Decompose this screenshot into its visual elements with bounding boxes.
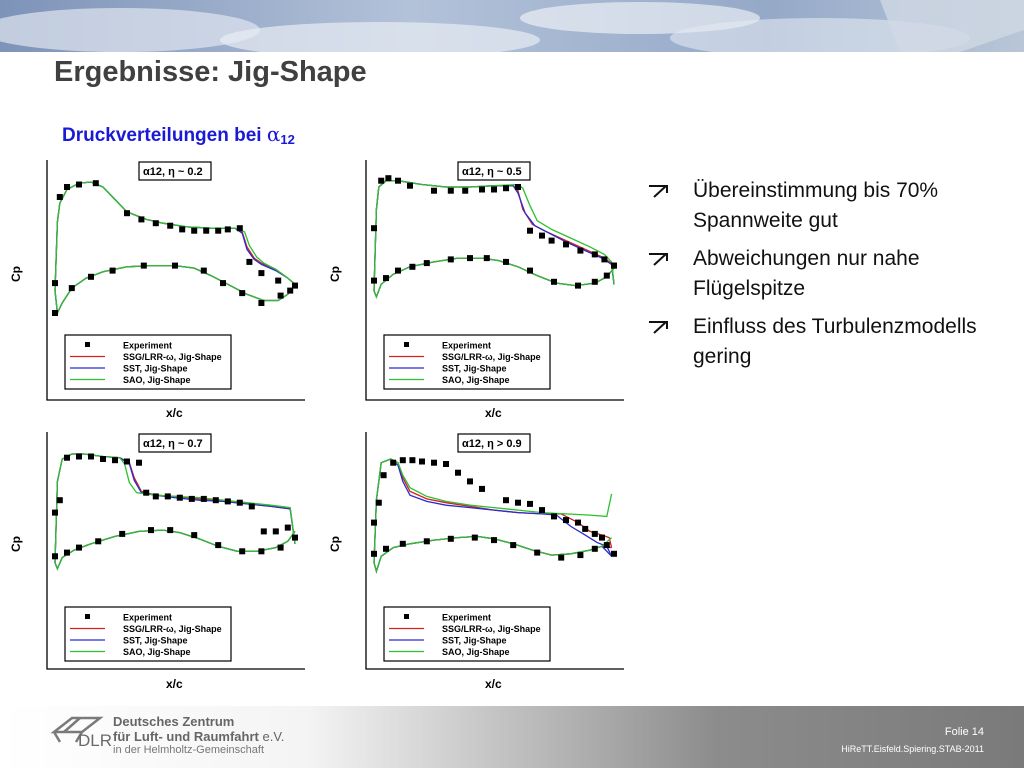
experiment-marker: [141, 263, 147, 269]
org-name-line3: in der Helmholtz-Gemeinschaft: [113, 744, 265, 756]
experiment-marker: [88, 454, 94, 460]
cp-chart: [328, 432, 624, 691]
experiment-marker: [472, 535, 478, 541]
subtitle-subscript: 12: [280, 132, 295, 147]
bullet-item: [648, 244, 1008, 304]
experiment-marker: [395, 178, 401, 184]
experiment-marker: [215, 228, 221, 234]
experiment-marker: [64, 184, 70, 190]
experiment-marker: [539, 233, 545, 239]
experiment-marker: [371, 278, 377, 284]
experiment-marker: [249, 503, 255, 509]
experiment-marker: [124, 459, 130, 465]
cp-chart: [9, 432, 305, 691]
experiment-marker: [575, 283, 581, 289]
experiment-marker: [93, 180, 99, 186]
experiment-marker: [409, 264, 415, 270]
slide-title: Ergebnisse: Jig-Shape: [54, 56, 367, 88]
bullet-text: Übereinstimmung bis 70% Spannweite gut: [693, 179, 939, 232]
experiment-marker: [371, 225, 377, 231]
experiment-marker: [52, 280, 58, 286]
experiment-marker: [515, 184, 521, 190]
experiment-marker: [148, 527, 154, 533]
experiment-marker: [558, 555, 564, 561]
experiment-marker: [239, 290, 245, 296]
cp-chart: [9, 160, 305, 420]
experiment-marker: [503, 259, 509, 265]
legend-label: Experiment: [442, 340, 492, 351]
experiment-marker: [57, 194, 63, 200]
experiment-marker: [592, 251, 598, 257]
legend-marker: [404, 614, 409, 619]
experiment-marker: [112, 457, 118, 463]
org-name-line1: Deutsches Zentrum: [113, 714, 235, 729]
legend-label: SAO, Jig-Shape: [123, 647, 191, 657]
experiment-marker: [165, 493, 171, 499]
series-line: [55, 454, 295, 563]
series-line: [55, 454, 295, 563]
bullet-item: [648, 312, 1008, 372]
x-axis-label: x/c: [485, 677, 502, 691]
experiment-marker: [246, 259, 252, 265]
experiment-marker: [95, 538, 101, 544]
legend-label: SSG/LRR-ω, Jig-Shape: [442, 624, 541, 634]
experiment-marker: [549, 238, 555, 244]
experiment-marker: [258, 300, 264, 306]
legend-label: SST, Jig-Shape: [123, 635, 188, 646]
experiment-marker: [225, 226, 231, 232]
experiment-marker: [153, 493, 159, 499]
experiment-marker: [467, 478, 473, 484]
experiment-marker: [479, 187, 485, 193]
experiment-marker: [443, 461, 449, 467]
experiment-marker: [371, 520, 377, 526]
experiment-marker: [261, 528, 267, 534]
experiment-marker: [143, 490, 149, 496]
experiment-marker: [167, 527, 173, 533]
legend-marker: [85, 614, 90, 619]
experiment-marker: [551, 279, 557, 285]
subtitle-text: Druckverteilungen bei: [62, 125, 267, 146]
org-name-line2-bold: für Luft- und Raumfahrt: [113, 729, 259, 744]
experiment-marker: [179, 226, 185, 232]
experiment-marker: [539, 507, 545, 513]
experiment-marker: [191, 228, 197, 234]
y-axis-label: Cp: [9, 266, 23, 282]
experiment-marker: [467, 255, 473, 261]
org-name-line2: [113, 729, 284, 744]
experiment-marker: [577, 248, 583, 254]
experiment-marker: [258, 548, 264, 554]
experiment-marker: [611, 263, 617, 269]
experiment-marker: [52, 510, 58, 516]
experiment-marker: [551, 513, 557, 519]
bullet-text: Abweichungen nur nahe Flügelspitze: [693, 247, 920, 300]
experiment-marker: [419, 459, 425, 465]
experiment-marker: [64, 550, 70, 556]
experiment-marker: [167, 223, 173, 229]
experiment-marker: [503, 497, 509, 503]
legend-marker: [404, 342, 409, 347]
x-axis-label: x/c: [166, 677, 183, 691]
experiment-marker: [376, 500, 382, 506]
legend-label: SAO, Jig-Shape: [442, 647, 510, 657]
y-axis-label: Cp: [328, 536, 342, 552]
experiment-marker: [172, 263, 178, 269]
experiment-marker: [225, 498, 231, 504]
experiment-marker: [604, 542, 610, 548]
series-line: [55, 454, 295, 563]
experiment-marker: [201, 496, 207, 502]
legend-label: SST, Jig-Shape: [123, 363, 188, 374]
experiment-marker: [119, 531, 125, 537]
experiment-marker: [448, 536, 454, 542]
experiment-marker: [582, 526, 588, 532]
experiment-marker: [383, 546, 389, 552]
experiment-marker: [275, 278, 281, 284]
experiment-marker: [110, 268, 116, 274]
experiment-marker: [203, 228, 209, 234]
experiment-marker: [503, 185, 509, 191]
footer-bar: [0, 706, 1024, 768]
bullet-text: Einfluss des Turbulenzmodells gering: [693, 315, 977, 368]
experiment-marker: [381, 472, 387, 478]
legend-label: SST, Jig-Shape: [442, 363, 507, 374]
experiment-marker: [604, 273, 610, 279]
legend-label: SAO, Jig-Shape: [442, 375, 510, 385]
experiment-marker: [278, 293, 284, 299]
experiment-marker: [100, 456, 106, 462]
experiment-marker: [601, 256, 607, 262]
cp-chart: [328, 160, 624, 420]
experiment-marker: [527, 228, 533, 234]
bullet-item: [648, 176, 1008, 236]
experiment-marker: [515, 500, 521, 506]
experiment-marker: [52, 553, 58, 559]
experiment-marker: [69, 285, 75, 291]
experiment-marker: [577, 552, 583, 558]
experiment-marker: [239, 548, 245, 554]
experiment-marker: [462, 188, 468, 194]
experiment-marker: [424, 538, 430, 544]
experiment-marker: [278, 545, 284, 551]
experiment-marker: [390, 460, 396, 466]
experiment-marker: [258, 270, 264, 276]
arrow-bullet-icon: [648, 319, 674, 335]
experiment-marker: [527, 501, 533, 507]
experiment-marker: [491, 187, 497, 193]
experiment-marker: [201, 268, 207, 274]
slide-reference: HiReTT.Eisfeld.Spiering.STAB-2011: [841, 744, 984, 754]
experiment-marker: [64, 455, 70, 461]
experiment-marker: [409, 457, 415, 463]
experiment-marker: [76, 182, 82, 188]
experiment-marker: [383, 275, 389, 281]
org-name-line2-ev: e.V.: [258, 729, 285, 744]
experiment-marker: [424, 260, 430, 266]
experiment-marker: [599, 535, 605, 541]
legend-label: SST, Jig-Shape: [442, 635, 507, 646]
legend-label: Experiment: [123, 340, 173, 351]
legend-label: SSG/LRR-ω, Jig-Shape: [123, 352, 222, 362]
annotation-label: α12, η ~ 0.2: [143, 166, 203, 178]
experiment-marker: [273, 528, 279, 534]
experiment-marker: [400, 541, 406, 547]
slide-number: Folie 14: [944, 726, 984, 738]
experiment-marker: [292, 283, 298, 289]
experiment-marker: [592, 279, 598, 285]
legend-label: Experiment: [123, 612, 173, 623]
experiment-marker: [527, 268, 533, 274]
experiment-marker: [88, 274, 94, 280]
experiment-marker: [592, 546, 598, 552]
experiment-marker: [292, 535, 298, 541]
experiment-marker: [484, 255, 490, 261]
experiment-marker: [220, 280, 226, 286]
legend-marker: [85, 342, 90, 347]
series-line: [374, 459, 612, 563]
experiment-marker: [285, 525, 291, 531]
annotation-label: α12, η > 0.9: [462, 438, 522, 450]
arrow-bullet-icon: [648, 251, 674, 267]
experiment-marker: [395, 268, 401, 274]
y-axis-label: Cp: [9, 536, 23, 552]
experiment-marker: [407, 183, 413, 189]
experiment-marker: [237, 500, 243, 506]
experiment-marker: [455, 470, 461, 476]
x-axis-label: x/c: [485, 406, 502, 420]
experiment-marker: [510, 542, 516, 548]
bullet-list: [648, 176, 1008, 380]
experiment-marker: [138, 216, 144, 222]
experiment-marker: [136, 460, 142, 466]
experiment-marker: [189, 496, 195, 502]
experiment-marker: [177, 495, 183, 501]
experiment-marker: [191, 532, 197, 538]
experiment-marker: [534, 550, 540, 556]
experiment-marker: [611, 551, 617, 557]
experiment-marker: [124, 210, 130, 216]
experiment-marker: [592, 531, 598, 537]
subtitle-alpha-symbol: α: [266, 122, 281, 146]
experiment-marker: [563, 517, 569, 523]
experiment-marker: [400, 457, 406, 463]
series-line: [374, 181, 614, 291]
series-line: [374, 181, 614, 291]
experiment-marker: [378, 178, 384, 184]
y-axis-label: Cp: [328, 266, 342, 282]
experiment-marker: [385, 175, 391, 181]
annotation-label: α12, η ~ 0.5: [462, 166, 522, 178]
arrow-bullet-icon: [648, 183, 674, 199]
experiment-marker: [237, 225, 243, 231]
legend-label: Experiment: [442, 612, 492, 623]
experiment-marker: [448, 256, 454, 262]
experiment-marker: [52, 310, 58, 316]
experiment-marker: [371, 551, 377, 557]
experiment-marker: [76, 454, 82, 460]
annotation-label: α12, η ~ 0.7: [143, 438, 203, 450]
x-axis-label: x/c: [166, 406, 183, 420]
legend-label: SSG/LRR-ω, Jig-Shape: [123, 624, 222, 634]
series-line: [374, 181, 614, 291]
experiment-marker: [431, 460, 437, 466]
experiment-marker: [153, 220, 159, 226]
experiment-marker: [563, 241, 569, 247]
series-line: [374, 459, 612, 563]
experiment-marker: [491, 537, 497, 543]
experiment-marker: [76, 545, 82, 551]
experiment-marker: [215, 542, 221, 548]
experiment-marker: [57, 497, 63, 503]
experiment-marker: [448, 188, 454, 194]
dlr-wordmark: DLR: [78, 731, 113, 750]
legend-label: SSG/LRR-ω, Jig-Shape: [442, 352, 541, 362]
legend-label: SAO, Jig-Shape: [123, 375, 191, 385]
experiment-marker: [575, 520, 581, 526]
experiment-marker: [431, 188, 437, 194]
experiment-marker: [479, 486, 485, 492]
series-line: [374, 459, 612, 563]
experiment-marker: [213, 497, 219, 503]
